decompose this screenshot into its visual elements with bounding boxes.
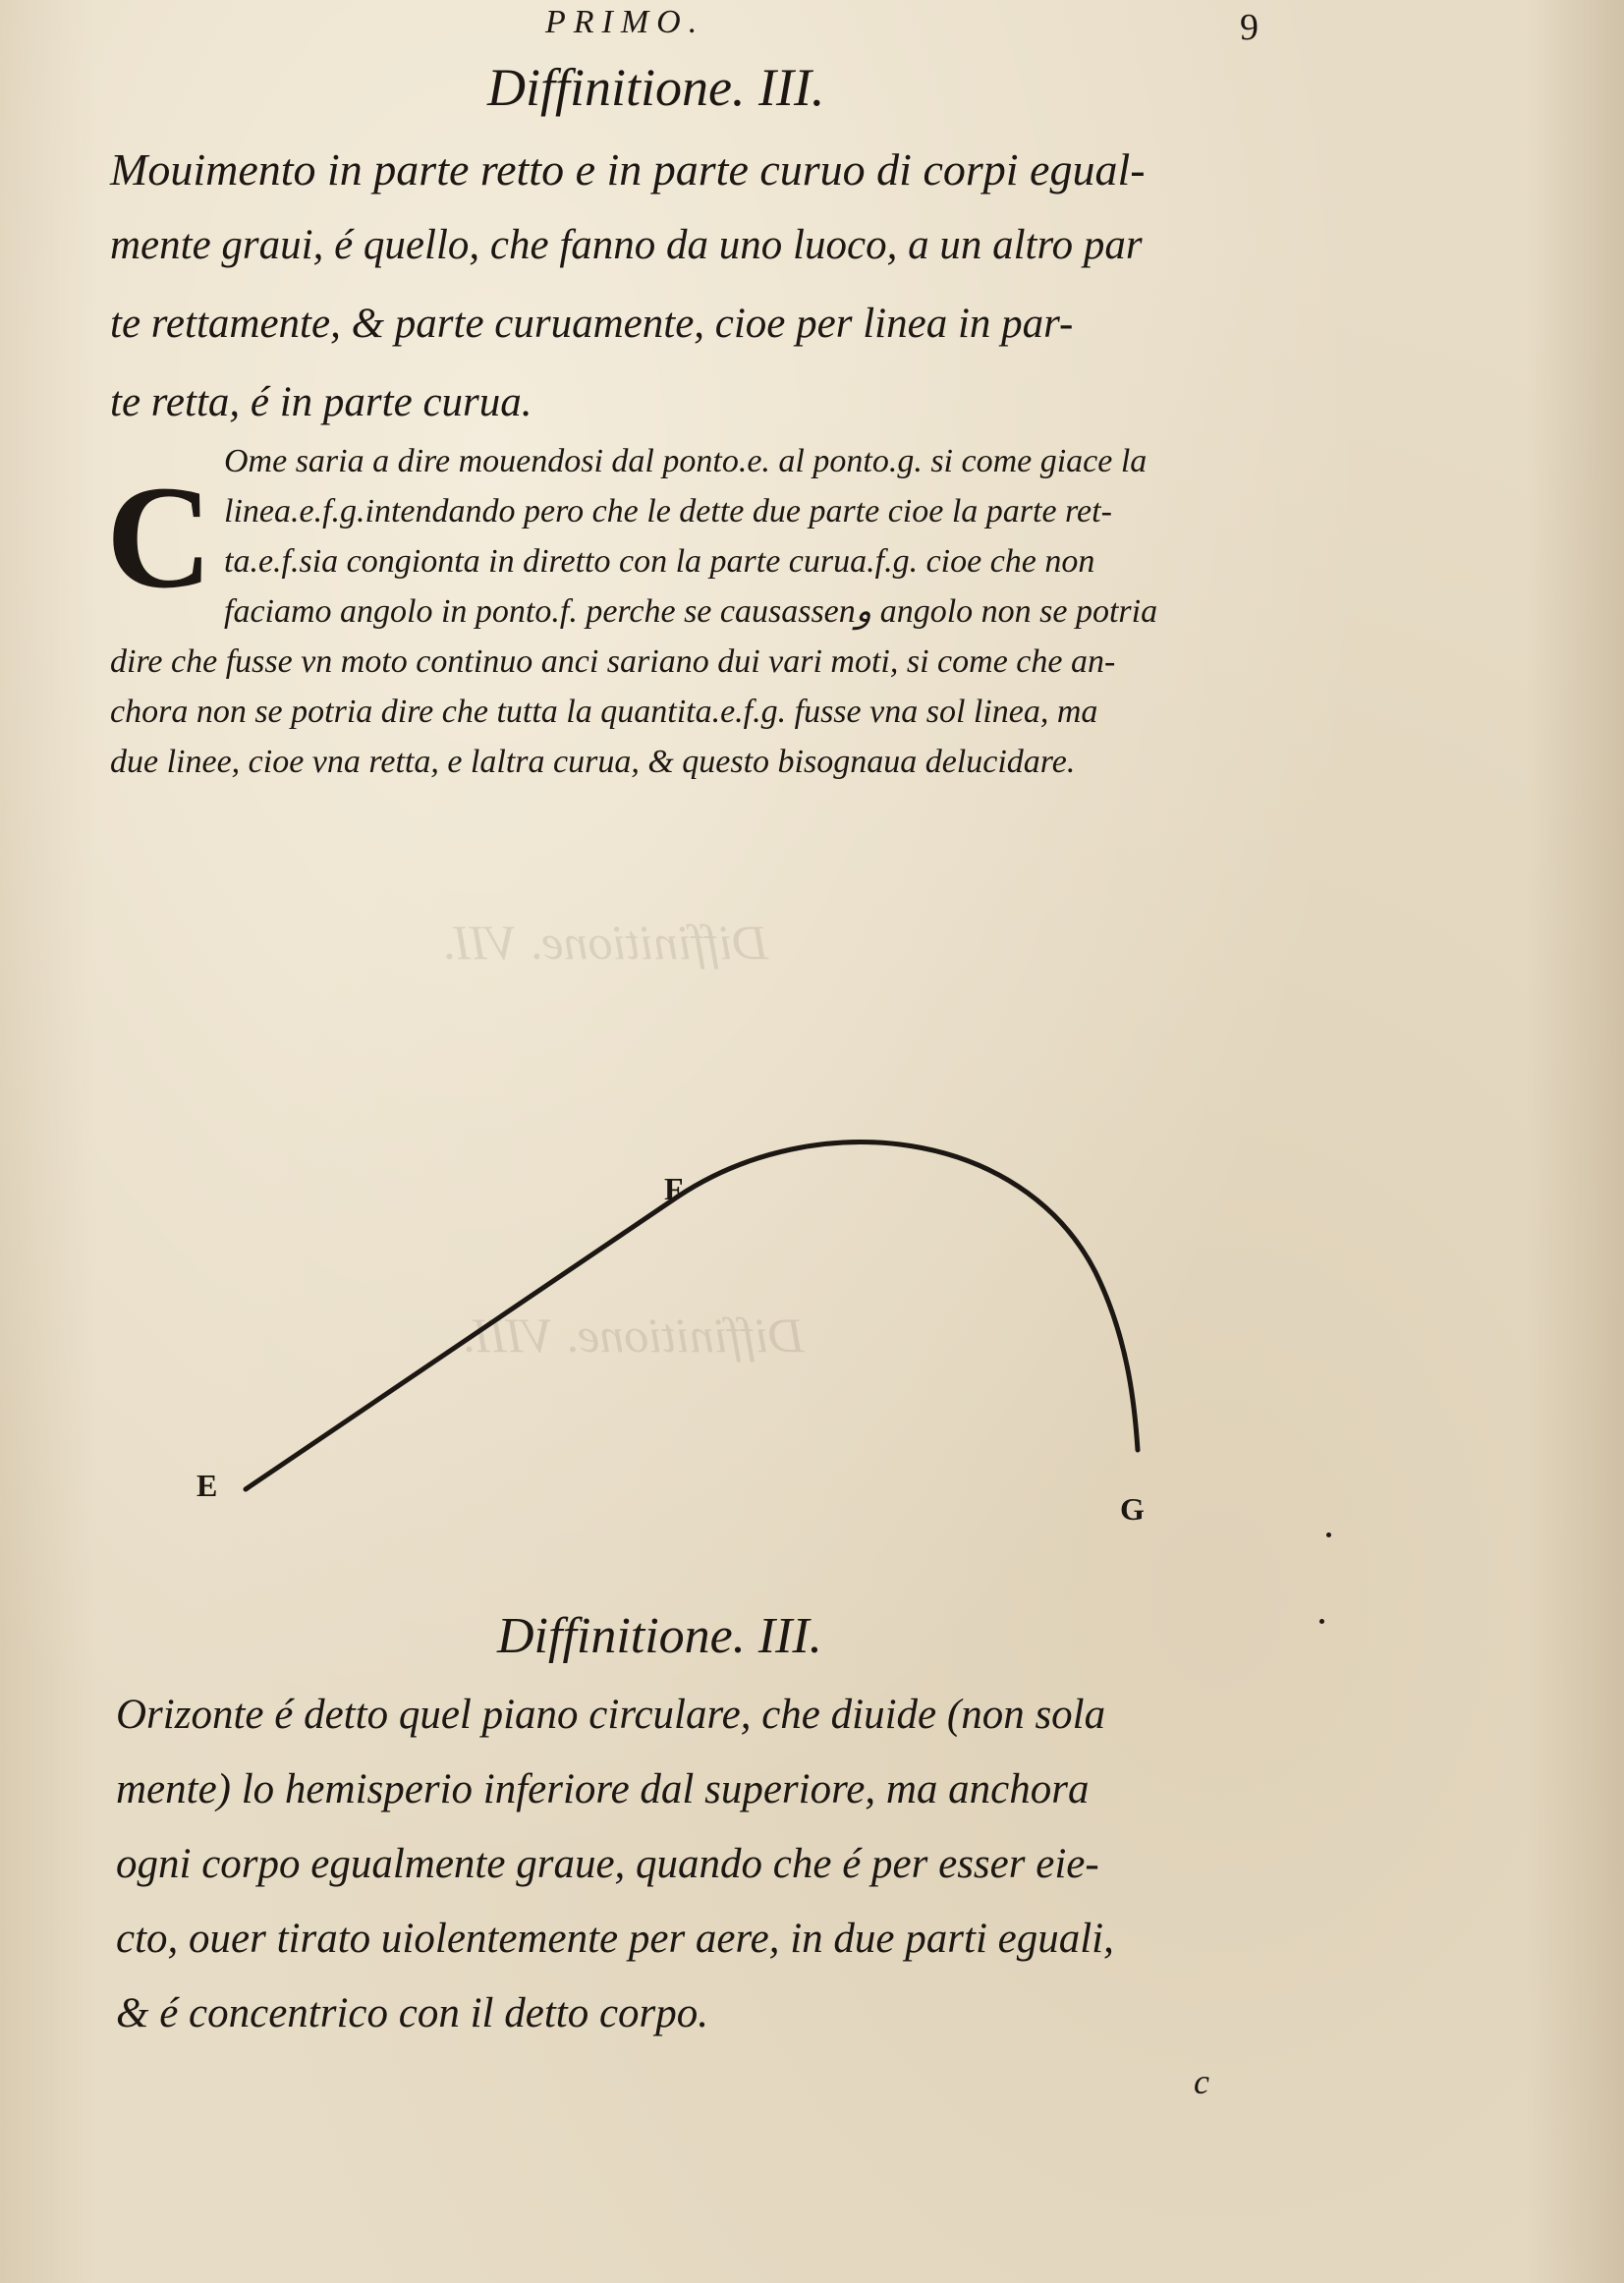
definition-line: Mouimento in parte retto e in parte curuo di corpi egual-	[110, 144, 1146, 195]
figure-label-g: G	[1120, 1491, 1145, 1527]
section-heading: Diffinitione. III.	[497, 1608, 822, 1664]
curved-segment-fg	[678, 1142, 1138, 1450]
straight-segment-ef	[246, 1197, 678, 1489]
commentary-line: chora non se potria dire che tutta la quantita.e.f.g. fusse vna sol linea, ma	[110, 694, 1098, 730]
figure-label-f: F	[664, 1171, 684, 1206]
figure-label-e: E	[196, 1468, 218, 1503]
definition-line: cto, ouer tirato uiolentemente per aere, in due parti eguali,	[116, 1916, 1114, 1962]
commentary-line: ta.e.f.sia congionta in diretto con la parte curua.f.g. cioe che non	[224, 543, 1095, 580]
commentary-line: Ome saria a dire mouendosi dal ponto.e. al ponto.g. si come giace la	[224, 443, 1148, 479]
definition-line: & é concentrico con il detto corpo.	[116, 1990, 709, 2036]
print-speck	[1319, 1619, 1324, 1624]
definition-line: mente) lo hemisperio inferiore dal superiore, ma anchora	[116, 1766, 1090, 1812]
definition-line: Orizonte é detto quel piano circulare, che diuide (non sola	[116, 1692, 1106, 1738]
definition-line: mente graui, é quello, che fanno da uno luoco, a un altro par	[110, 222, 1143, 268]
definition-line: ogni corpo egualmente graue, quando che é per esser eie-	[116, 1841, 1099, 1887]
commentary-line: due linee, cioe vna retta, e laltra curua, & questo bisognaua delucidare.	[110, 744, 1076, 780]
running-head: PRIMO.	[545, 4, 705, 40]
definition-line: te rettamente, & parte curuamente, cioe per linea in par-	[110, 301, 1074, 347]
commentary-line: linea.e.f.g.intendando pero che le dette due parte cioe la parte ret-	[224, 493, 1112, 529]
section-heading: Diffinitione. III.	[487, 58, 825, 117]
show-through-text: Diffinitione. VII.	[442, 915, 768, 970]
commentary-line: faciamo angolo in ponto.f. perche se causassenو angolo non se potria	[224, 593, 1158, 630]
definition-line: te retta, é in parte curua.	[110, 379, 532, 425]
print-speck	[1326, 1532, 1331, 1537]
show-through-text: Diffinitione. VIII.	[462, 1308, 805, 1363]
commentary-line: dire che fusse vn moto continuo anci sariano dui vari moti, si come che an-	[110, 643, 1116, 680]
drop-cap: C	[106, 456, 213, 619]
signature-mark: c	[1194, 2062, 1209, 2101]
page-number: 9	[1240, 7, 1259, 48]
